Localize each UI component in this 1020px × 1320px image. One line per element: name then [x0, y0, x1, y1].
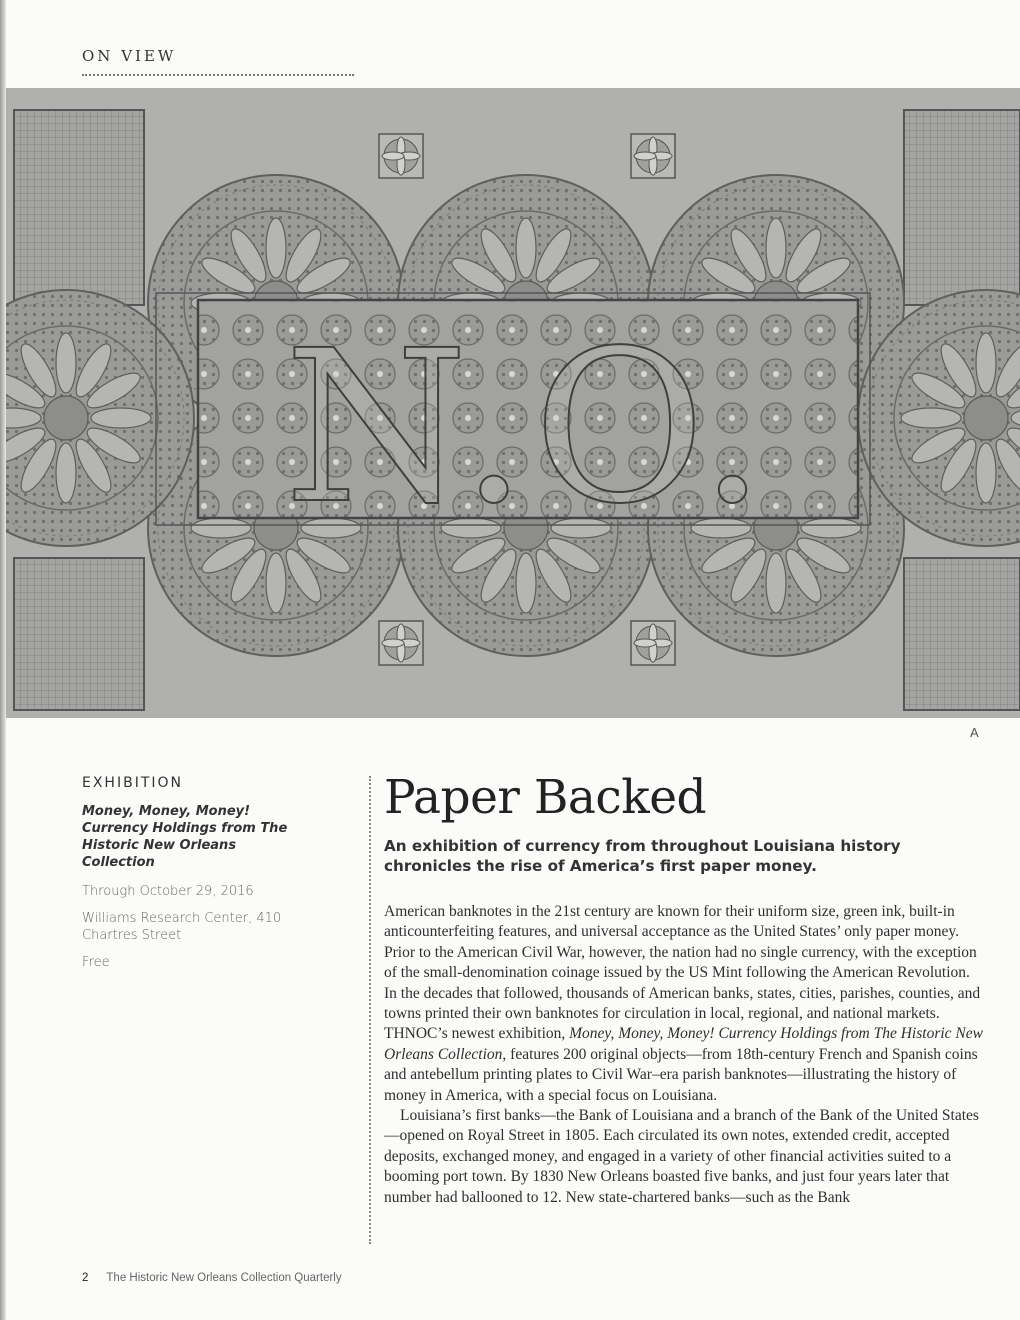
exhibition-info-sidebar — [82, 775, 312, 981]
exhibition-venue: Williams Research Center, 410 Chartres Street — [82, 911, 282, 943]
article-headline: Paper Backed — [384, 770, 707, 825]
plate-lettering: N.O. — [284, 305, 772, 550]
paragraph-1 — [384, 902, 984, 1106]
paragraph-1-text-a: American banknotes in the 21st century are known for their uniform size, green ink, built-in anticounterfeiting features, and universal acceptance as the United States’ only paper money. Prior to the American Civil War, however, the nation had no single currency, with the exception of the small-denomination coinage issued by the US Mint following the American Revolution. In the decades that followed, thousands of American banks, states, cities, parishes, counties, and towns printed their own banknotes for circulation in local, regional, and national markets. THNOC’s newest exhibition, — [384, 903, 981, 1043]
article-dek: An exhibition of currency from throughout Louisiana history chronicles the rise of America’s first paper money. — [384, 837, 901, 875]
exhibition-admission: Free — [82, 955, 110, 970]
figure-label: A — [970, 725, 979, 740]
column-divider — [369, 776, 371, 1244]
sidebar-heading: EXHIBITION — [82, 775, 183, 791]
page-number: 2 — [82, 1272, 89, 1284]
printing-plate-illustration — [6, 88, 1020, 718]
article — [384, 770, 984, 1208]
page-footer — [82, 1272, 342, 1284]
paragraph-2: Louisiana’s first banks—the Bank of Louisiana and a branch of the Bank of the United States—opened on Royal Street in 1805. Each circulated its own notes, extended credit, accepted deposits, exchanged money, and engaged in a variety of other financial activities suited to a booming port town. By 1830 New Orleans boasted five banks, and just four years later that number had ballooned to 12. New state-chartered banks—such as the Bank — [384, 1107, 979, 1206]
exhibition-title: Money, Money, Money! Currency Holdings from The Historic New Orleans Collection — [82, 804, 288, 870]
exhibition-title-inline: Money, Money, Money! Currency Holdings from The Historic New Orleans Collection — [384, 1025, 983, 1063]
exhibition-dates: Through October 29, 2016 — [82, 884, 254, 899]
section-label: ON VIEW — [82, 47, 177, 65]
publication-name: The Historic New Orleans Collection Quarterly — [106, 1272, 342, 1284]
paragraph-1-text-b: , features 200 original objects—from 18th-century French and Spanish coins and antebellum printing plates to Civil War–era parish banknotes—illustrating the history of money in America, with a special focus on Louisiana. — [384, 1045, 978, 1104]
hero-image — [6, 88, 1020, 718]
article-body — [384, 902, 984, 1208]
section-divider — [82, 74, 354, 76]
